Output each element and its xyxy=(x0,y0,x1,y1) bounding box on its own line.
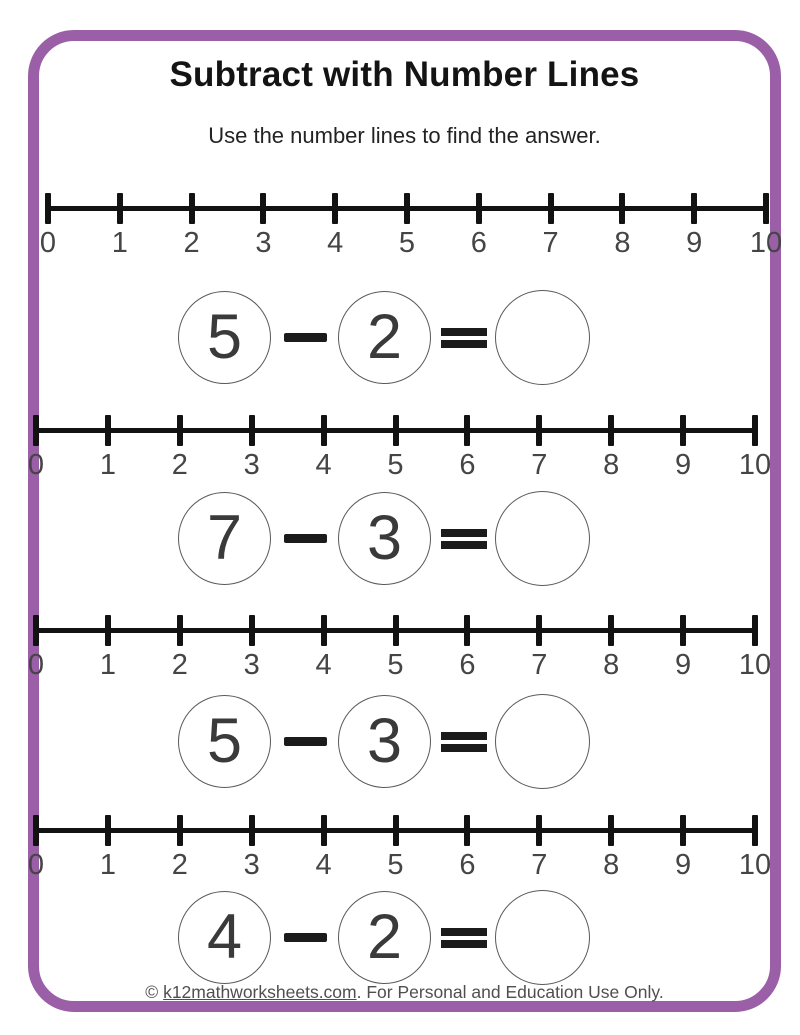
page-subtitle: Use the number lines to find the answer. xyxy=(208,123,601,148)
minuend-circle xyxy=(178,891,271,984)
minus-icon xyxy=(284,933,327,942)
tick-mark xyxy=(260,193,266,224)
tick-label: 10 xyxy=(749,227,783,259)
tick-label: 9 xyxy=(675,449,692,481)
tick-label: 8 xyxy=(603,649,620,681)
tick-label: 2 xyxy=(171,849,188,881)
equals-icon xyxy=(441,529,487,549)
tick-label: 6 xyxy=(459,449,476,481)
tick-mark xyxy=(763,193,769,224)
tick-mark xyxy=(752,615,758,646)
tick-label: 4 xyxy=(315,449,332,481)
subtraction-problem xyxy=(178,694,590,789)
tick-label: 2 xyxy=(183,227,200,259)
tick-mark xyxy=(321,815,327,846)
tick-mark xyxy=(33,615,39,646)
equals-icon xyxy=(441,732,487,752)
subtraction-problem xyxy=(178,890,590,985)
tick-mark xyxy=(393,415,399,446)
tick-mark xyxy=(33,815,39,846)
subtrahend-circle xyxy=(338,291,431,384)
tick-mark xyxy=(619,193,625,224)
tick-mark xyxy=(177,615,183,646)
tick-label: 7 xyxy=(531,449,548,481)
tick-mark xyxy=(608,815,614,846)
purple-border-frame xyxy=(28,30,781,1012)
number-line xyxy=(27,415,772,481)
tick-label: 7 xyxy=(531,649,548,681)
tick-label: 3 xyxy=(243,449,260,481)
tick-label: 0 xyxy=(27,449,45,481)
answer-circle[interactable] xyxy=(495,890,590,985)
tick-label: 4 xyxy=(315,649,332,681)
minuend-value: 5 xyxy=(206,706,243,776)
tick-label: 5 xyxy=(387,449,404,481)
answer-circle[interactable] xyxy=(495,491,590,586)
tick-label: 8 xyxy=(603,849,620,881)
minuend-circle xyxy=(178,695,271,788)
tick-mark xyxy=(177,815,183,846)
tick-mark xyxy=(536,615,542,646)
tick-label: 10 xyxy=(738,449,772,481)
tick-mark xyxy=(189,193,195,224)
minus-icon xyxy=(284,534,327,543)
page-title: Subtract with Number Lines xyxy=(169,55,640,94)
tick-mark xyxy=(680,615,686,646)
tick-label: 9 xyxy=(686,227,703,259)
tick-label: 3 xyxy=(243,849,260,881)
tick-label: 5 xyxy=(387,649,404,681)
tick-mark xyxy=(249,415,255,446)
copyright-footer xyxy=(39,982,770,1003)
subtrahend-value: 3 xyxy=(366,706,403,776)
subtrahend-value: 2 xyxy=(366,902,403,972)
subtrahend-circle xyxy=(338,695,431,788)
tick-mark xyxy=(752,815,758,846)
tick-label: 10 xyxy=(738,649,772,681)
tick-mark xyxy=(691,193,697,224)
tick-mark xyxy=(464,615,470,646)
tick-mark xyxy=(33,415,39,446)
tick-mark xyxy=(608,415,614,446)
number-line xyxy=(27,615,772,681)
tick-mark xyxy=(608,615,614,646)
subtrahend-value: 3 xyxy=(366,503,403,573)
tick-mark xyxy=(393,615,399,646)
tick-mark xyxy=(752,415,758,446)
tick-label: 0 xyxy=(39,227,57,259)
tick-mark xyxy=(177,415,183,446)
tick-mark xyxy=(45,193,51,224)
tick-label: 1 xyxy=(99,849,116,881)
tick-label: 0 xyxy=(27,649,45,681)
tick-mark xyxy=(332,193,338,224)
tick-label: 7 xyxy=(531,849,548,881)
tick-mark xyxy=(321,615,327,646)
answer-circle[interactable] xyxy=(495,290,590,385)
tick-label: 3 xyxy=(255,227,272,259)
tick-mark xyxy=(680,415,686,446)
tick-mark xyxy=(464,415,470,446)
tick-mark xyxy=(464,815,470,846)
tick-label: 4 xyxy=(327,227,344,259)
subtrahend-circle xyxy=(338,891,431,984)
tick-label: 5 xyxy=(398,227,416,259)
tick-mark xyxy=(105,615,111,646)
tick-label: 8 xyxy=(603,449,620,481)
tick-mark xyxy=(117,193,123,224)
tick-mark xyxy=(680,815,686,846)
number-line xyxy=(27,815,772,881)
minuend-value: 5 xyxy=(206,302,243,372)
tick-mark xyxy=(548,193,554,224)
tick-mark xyxy=(105,815,111,846)
tick-mark xyxy=(536,815,542,846)
tick-mark xyxy=(476,193,482,224)
tick-label: 6 xyxy=(459,849,476,881)
tick-mark xyxy=(536,415,542,446)
minuend-circle xyxy=(178,492,271,585)
minus-icon xyxy=(284,737,327,746)
answer-circle[interactable] xyxy=(495,694,590,789)
subtraction-problem xyxy=(178,491,590,586)
subtrahend-value: 2 xyxy=(366,302,403,372)
subtraction-problem xyxy=(178,290,590,385)
equals-icon xyxy=(441,328,487,348)
tick-label: 0 xyxy=(27,849,45,881)
equals-icon xyxy=(441,928,487,948)
tick-label: 6 xyxy=(459,649,476,681)
tick-label: 10 xyxy=(738,849,772,881)
tick-mark xyxy=(404,193,410,224)
tick-label: 7 xyxy=(542,227,559,259)
minus-icon xyxy=(284,333,327,342)
number-line xyxy=(39,193,783,259)
tick-label: 4 xyxy=(315,849,332,881)
tick-label: 6 xyxy=(470,227,487,259)
tick-mark xyxy=(105,415,111,446)
footer-suffix: . For Personal and Education Use Only. xyxy=(356,982,664,1002)
tick-label: 5 xyxy=(387,849,404,881)
footer-link[interactable]: k12mathworksheets.com xyxy=(163,982,357,1002)
tick-label: 2 xyxy=(171,449,188,481)
tick-mark xyxy=(249,815,255,846)
tick-mark xyxy=(393,815,399,846)
footer-prefix: © xyxy=(145,982,164,1002)
tick-label: 1 xyxy=(99,649,116,681)
tick-label: 2 xyxy=(171,649,188,681)
minuend-value: 4 xyxy=(206,902,243,972)
tick-mark xyxy=(249,615,255,646)
tick-label: 1 xyxy=(99,449,116,481)
minuend-circle xyxy=(178,291,271,384)
tick-label: 8 xyxy=(614,227,631,259)
tick-label: 9 xyxy=(675,649,692,681)
tick-mark xyxy=(321,415,327,446)
subtrahend-circle xyxy=(338,492,431,585)
tick-label: 3 xyxy=(243,649,260,681)
tick-label: 9 xyxy=(675,849,692,881)
minuend-value: 7 xyxy=(206,503,243,573)
tick-label: 1 xyxy=(111,227,128,259)
